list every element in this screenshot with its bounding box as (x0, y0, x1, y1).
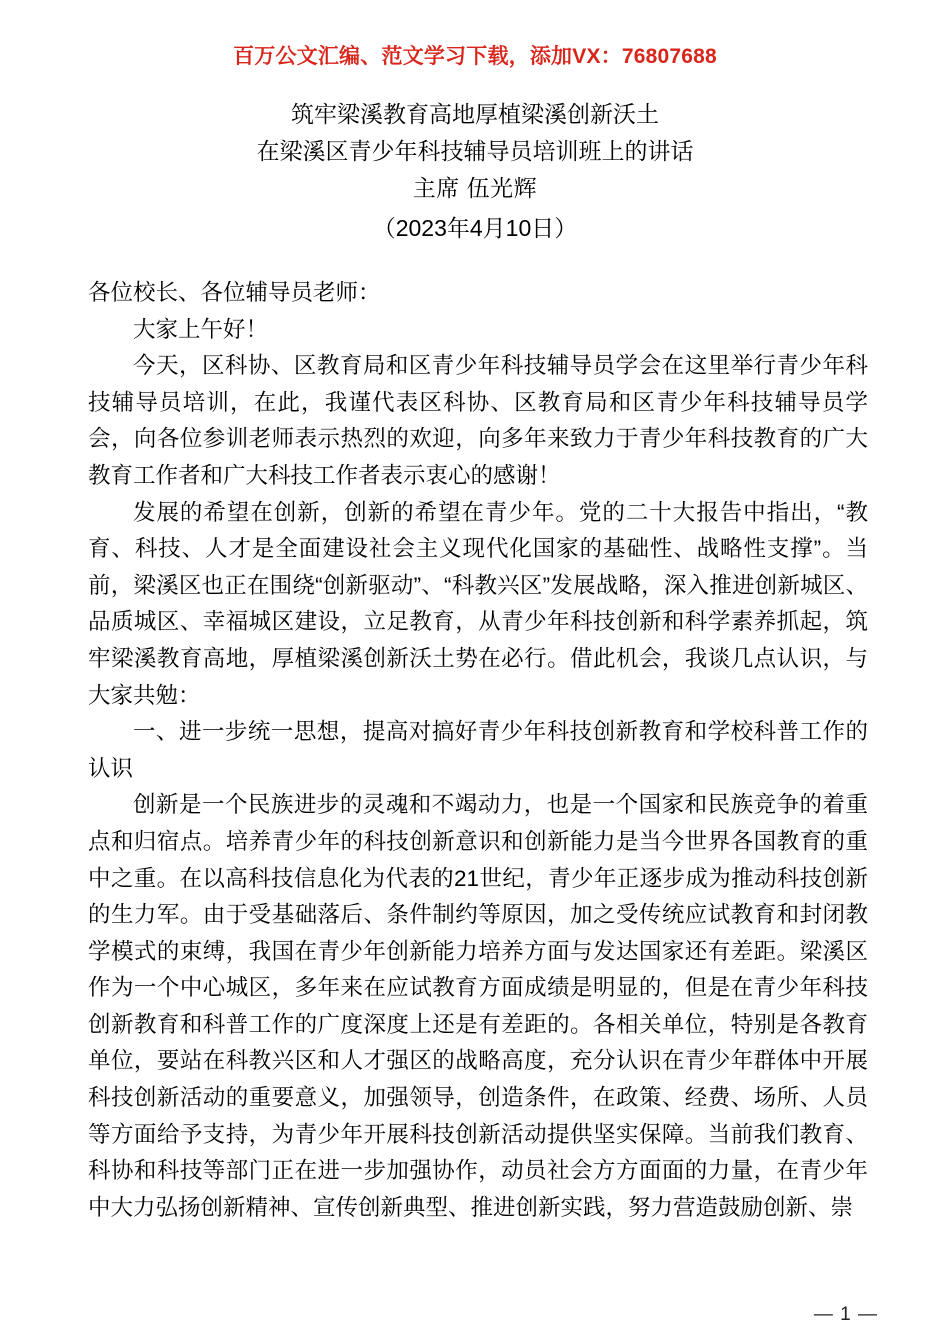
paragraph-opening-thanks: 今天，区科协、区教育局和区青少年科技辅导员学会在这里举行青少年科技辅导员培训，在此，我谨代表区科协、区教育局和区青少年科技辅导员学会，向各位参训老师表示热烈的欢迎，向多年来致力于青少年科技教育的广大教育工作者和广大科技工作者表示衷心的感谢！ (88, 353, 868, 488)
paragraph-section-one-body: 创新是一个民族进步的灵魂和不竭动力，也是一个国家和民族竞争的着重点和归宿点。培养青少年的科技创新意识和创新能力是当今世界各国教育的重中之重。在以高科技信息化为代表的21世纪，青少年正逐步成为推动科技创新的生力军。由于受基础落后、条件制约等原因，加之受传统应试教育和封闭教学模式的束缚，我国在青少年创新能力培养方面与发达国家还有差距。梁溪区作为一个中心城区，多年来在应试教育方面成绩是明显的，但是在青少年科技创新教育和科普工作的广度深度上还是有差距的。各相关单位，特别是各教育单位，要站在科教兴区和人才强区的战略高度，充分认识在青少年群体中开展科技创新活动的重要意义，加强领导，创造条件，在政策、经费、场所、人员等方面给予支持，为青少年开展科技创新活动提供坚实保障。当前我们教育、科协和科技等部门正在进一步加强协作，动员社会方方面面的力量，在青少年中大力弘扬创新精神、宣传创新典型、推进创新实践，努力营造鼓励创新、崇 (88, 792, 868, 1220)
paragraph-section-one-heading: 一、进一步统一思想，提高对搞好青少年科技创新教育和学校科普工作的认识 (88, 719, 868, 781)
paragraph-development-hope: 发展的希望在创新，创新的希望在青少年。党的二十大报告中指出，“教育、科技、人才是全面建设社会主义现代化国家的基础性、战略性支撑”。当前，梁溪区也正在围绕“创新驱动”、“科教兴区”发展战略，深入推进创新城区、品质城区、幸福城区建设，立足教育，从青少年科技创新和科学素养抓起，筑牢梁溪教育高地，厚植梁溪创新沃土势在必行。借此机会，我谈几点认识，与大家共勉： (88, 499, 868, 708)
document-title-line-2: 在梁溪区青少年科技辅导员培训班上的讲话 (256, 138, 694, 164)
document-title-block (0, 96, 950, 249)
page-number-footer: — 1 — (813, 1304, 878, 1325)
document-byline: 主席 伍光辉 (412, 175, 538, 201)
paragraph-salutation: 各位校长、各位辅导员老师： (88, 280, 381, 305)
document-body (88, 275, 868, 1226)
promo-banner-text: 百万公文汇编、范文学习下载，添加VX：76807688 (233, 45, 717, 68)
document-dateline: （2023年4月10日） (372, 215, 578, 241)
paragraph-greeting: 大家上午好！ (133, 316, 269, 342)
document-title-line-1: 筑牢梁溪教育高地厚植梁溪创新沃土 (291, 101, 659, 127)
